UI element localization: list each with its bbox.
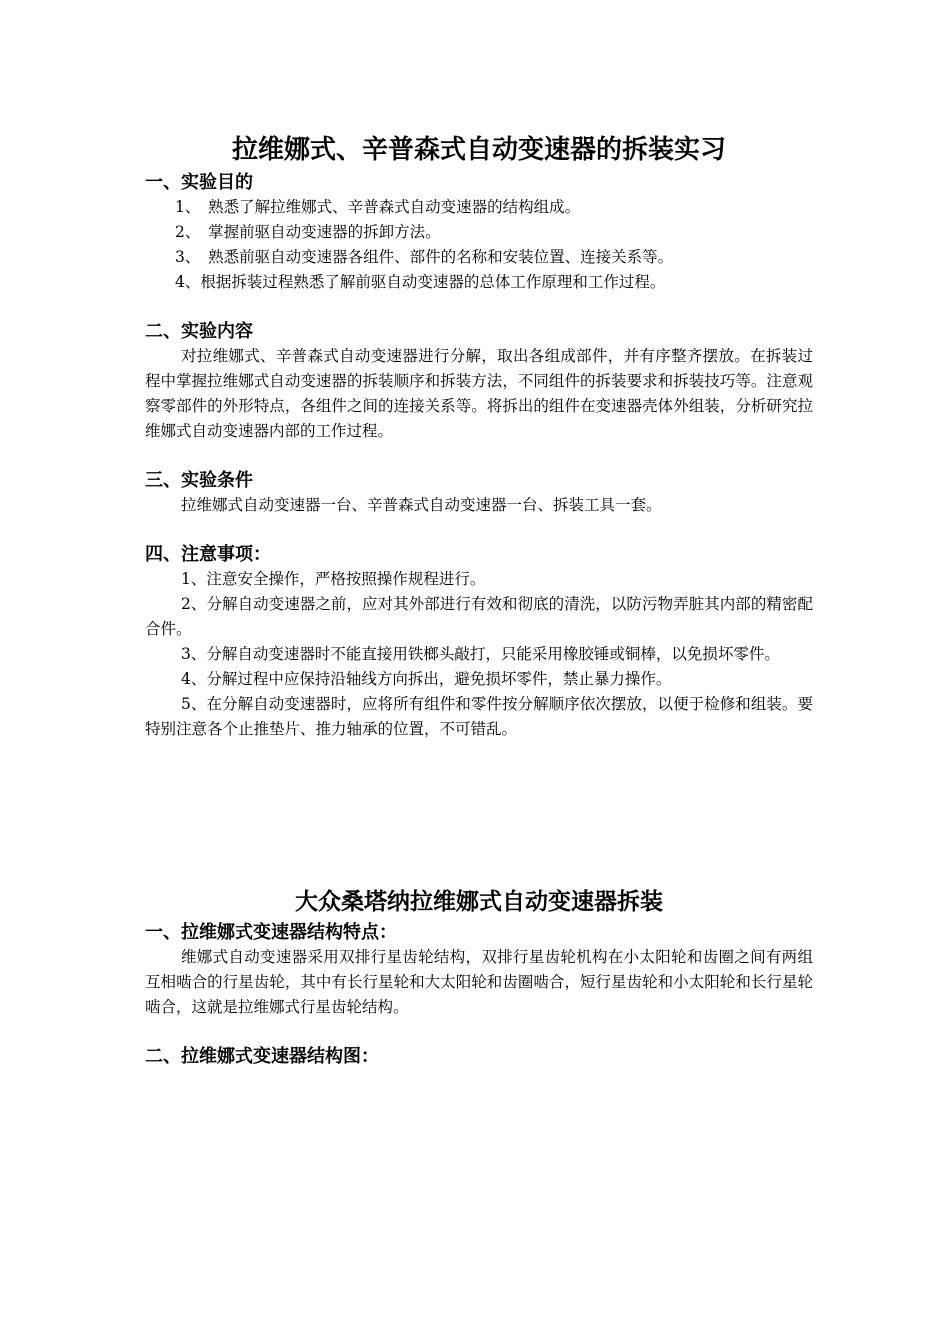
document-title: 拉维娜式、辛普森式自动变速器的拆装实习 [231, 135, 726, 165]
conditions-paragraph: 拉维娜式自动变速器一台、辛普森式自动变速器一台、拆装工具一套。 [181, 496, 662, 514]
structure-features-paragraph: 维娜式自动变速器采用双排行星齿轮结构，双排行星齿轮机构在小太阳轮和齿圈之间有两组互相啮合的行星齿轮，其中有长行星轮和大太阳轮和齿圈啮合，短行星齿轮和小太阳轮和长行星轮啮合，这就是拉维娜式行星齿轮结构。 [145, 948, 813, 1016]
section-heading-purpose: 一、实验目的 [145, 172, 253, 193]
purpose-item-1: 1、 熟悉了解拉维娜式、辛普森式自动变速器的结构组成。 [175, 198, 581, 216]
note-item-3: 3、分解自动变速器时不能直接用铁榔头敲打，只能采用橡胶锤或铜棒，以免损坏零件。 [181, 645, 780, 663]
note-item-1: 1、注意安全操作，严格按照操作规程进行。 [181, 570, 486, 588]
purpose-item-2: 2、 掌握前驱自动变速器的拆卸方法。 [175, 223, 441, 241]
note-item-4: 4、分解过程中应保持沿轴线方向拆出，避免损坏零件，禁止暴力操作。 [181, 670, 672, 688]
section-heading-conditions: 三、实验条件 [145, 470, 253, 491]
content-paragraph: 对拉维娜式、辛普森式自动变速器进行分解，取出各组成部件，并有序整齐摆放。在拆装过程中掌握拉维娜式自动变速器的拆装顺序和拆装方法，不同组件的拆装要求和拆装技巧等。注意观察零部件的外形特点，各组件之间的连接关系等。将拆出的组件在变速器壳体外组装，分析研究拉维娜式自动变速器内部的工作过程。 [145, 347, 813, 440]
section-heading-content: 二、实验内容 [145, 321, 253, 342]
purpose-item-3: 3、 熟悉前驱自动变速器各组件、部件的名称和安装位置、连接关系等。 [175, 248, 674, 266]
second-document-title: 大众桑塔纳拉维娜式自动变速器拆装 [295, 889, 663, 915]
section-heading-notes: 四、注意事项： [145, 544, 271, 565]
section-heading-structure-features: 一、拉维娜式变速器结构特点： [145, 922, 397, 943]
purpose-item-4: 4、根据拆装过程熟悉了解前驱自动变速器的总体工作原理和工作过程。 [175, 273, 666, 291]
document-content [145, 130, 813, 1069]
note-item-5: 5、在分解自动变速器时，应将所有组件和零件按分解顺序依次摆放，以便于检修和组装。要特别注意各个止推垫片、推力轴承的位置，不可错乱。 [145, 695, 813, 738]
section-heading-structure-diagram: 二、拉维娜式变速器结构图： [145, 1046, 379, 1067]
note-item-2: 2、分解自动变速器之前，应对其外部进行有效和彻底的清洗，以防污物弄脏其内部的精密配合件。 [145, 595, 813, 638]
